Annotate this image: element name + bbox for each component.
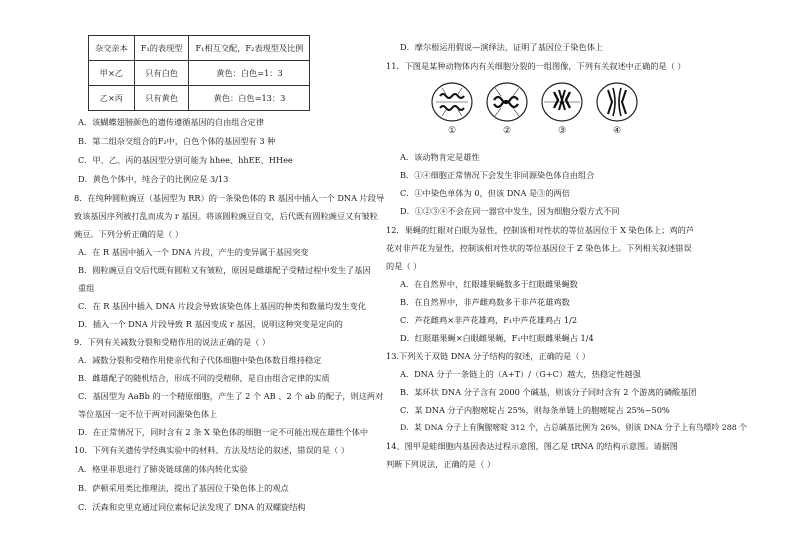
text-line: D．黄色个体中，纯合子的比例应是 3/13 [78,174,229,184]
question-12-line: 12．果蝇的红眼对白眼为显性，控制该相对性状的等位基因位于 X 染色体上；鸡的芦 [386,225,695,235]
table-cell: 甲×乙 [89,61,135,86]
table-header-cell: F₁的表现型 [134,36,189,61]
text-line: C．在 R 基因中插入 DNA 片段会导致该染色体上基因的种类和数量均发生变化 [78,301,367,311]
table-cell: 只有黄色 [134,86,189,111]
text-line: D．某 DNA 分子上有胸腺嘧啶 312 个，占总碱基比例为 26%，则该 DNA 分子上有鸟嘌呤 288 个 [400,423,747,432]
cell-figure-1 [430,80,474,124]
text-line: C．基因型为 AaBb 的一个精原细胞，产生了 2 个 AB 、2 个 ab 的配子，则这两对 [78,391,384,401]
text-line: 重组 [78,283,95,293]
question-8-line: 8．在纯种圆粒豌豆（基因型为 RR）的一条染色体的 R 基因中插入一个 DNA 片段导 [74,193,385,203]
text-line: A．该动物肯定是雄性 [400,152,480,162]
text-line: B．①④细胞正常情况下会发生非同源染色体自由组合 [400,170,595,180]
table-cell: 乙×丙 [89,86,135,111]
cross-table [88,35,310,111]
text-line: A．减数分裂和受精作用使亲代和子代体细胞中染色体数目维持稳定 [78,355,322,365]
text-line: B．第二组杂交组合的F₂中，白色个体的基因型有 3 种 [78,136,276,146]
text-line: D．摩尔根运用假说—演绎法，证明了基因位于染色体上 [400,42,604,52]
question-10-line: 10．下列有关遗传学经典实验中的材料、方法及结论的叙述，错误的是（ ） [74,445,350,455]
text-line: B．某环状 DNA 分子含有 2000 个碱基，则该分子同时含有 2 个游离的磷酸基团 [400,387,697,397]
text-line: 等位基因一定不位于两对同源染色体上 [78,409,218,419]
text-line: D．红眼雄果蝇×白眼雌果蝇，F₁中红眼雌果蝇占 1/4 [400,333,594,343]
text-line: 致该基因序列被打乱而成为 r 基因。将该圆粒豌豆自交，后代既有圆粒豌豆又有皱粒 [74,211,378,221]
text-line: C．①中染色单体为 0，但该 DNA 是③的两倍 [400,188,570,198]
table-cell: 黄色：白色=1：3 [189,61,310,86]
figure-label: ③ [557,126,567,136]
text-line: D．①②③④不会在同一器官中发生，因为细胞分裂方式不同 [400,206,620,216]
text-line: D．在正常情况下，同时含有 2 条 X 染色体的细胞一定不可能出现在雄性个体中 [78,427,369,437]
text-line: A．格里菲思进行了肺炎链球菌的体内转化实验 [78,464,248,474]
figure-label: ① [447,126,457,136]
text-line: 花对非芦花为显性，控制该相对性状的等位基因位于 Z 染色体上。下列相关叙述错误 [386,243,692,253]
text-line: C．某 DNA 分子内胞嘧啶占 25%，则每条单链上的胞嘧啶占 25%~50% [400,405,670,415]
text-line: A．在自然界中，红眼雄果蝇数多于红眼雌果蝇数 [400,279,578,289]
text-line: 判断下列说法，正确的是（ ） [386,459,496,469]
cell-figure-3 [540,80,584,124]
cell-division-figures [430,80,660,140]
text-line: A．该蝴蝶翅膀颜色的遗传遵循基因的自由组合定律 [78,117,265,127]
text-line: C．甲、乙、丙的基因型分别可能为 hhee、hhEE、HHee [78,155,293,165]
table-header-cell: F₁相互交配，F₂表现型及比例 [189,36,310,61]
cell-figure-2 [485,80,529,124]
question-14-line: 14、图甲是蛙细胞内基因表达过程示意图，图乙是 tRNA 的结构示意图。请据图 [386,441,678,451]
text-line: D．插入一个 DNA 片段导致 R 基因变成 r 基因，说明这种突变是定向的 [78,319,343,329]
text-line: B．圆粒豌豆自交后代既有圆粒又有皱粒，原因是雌雄配子受精过程中发生了基因 [78,265,371,275]
text-line: B．萨顿采用类比推理法，提出了基因位于染色体上的观点 [78,483,289,493]
table-row [89,61,310,86]
table-cell: 只有白色 [134,61,189,86]
table-cell: 黄色：白色=13：3 [189,86,310,111]
text-line: B．雌雄配子的随机结合，形成不同的受精卵，是自由组合定律的实质 [78,373,330,383]
question-13-line: 13.下列关于双链 DNA 分子结构的叙述，正确的是（ ） [386,351,591,361]
text-line: B．在自然界中，非芦雌鸡数多于非芦花雄鸡数 [400,297,570,307]
text-line: A．在 R 基因中插入一个 DNA 片段，产生的变异属于基因突变 [78,247,309,257]
table-header-row [89,36,310,61]
text-line: C．沃森和克里克通过同位素标记法发现了 DNA 的双螺旋结构 [78,502,306,512]
question-9-line: 9．下列有关减数分裂和受精作用的说法正确的是（ ） [74,337,271,347]
table-row [89,86,310,111]
figure-label: ④ [612,126,622,136]
question-11-line: 11．下图是某种动物体内有关细胞分裂的一组图像，下列有关叙述中正确的是（ ） [386,61,686,71]
table-header-cell: 杂交亲本 [89,36,135,61]
cell-figure-4 [595,80,639,124]
figure-label: ② [502,126,512,136]
text-line: A．DNA 分子一条链上的（A+T）/（G+C）越大，热稳定性越强 [400,369,641,379]
text-line: C．芦花雌鸡×非芦花雄鸡，F₁中芦花雄鸡占 1/2 [400,315,578,325]
text-line: 的是（ ） [386,261,422,271]
text-line: 豌豆。下列分析正确的是（ ） [74,229,184,239]
